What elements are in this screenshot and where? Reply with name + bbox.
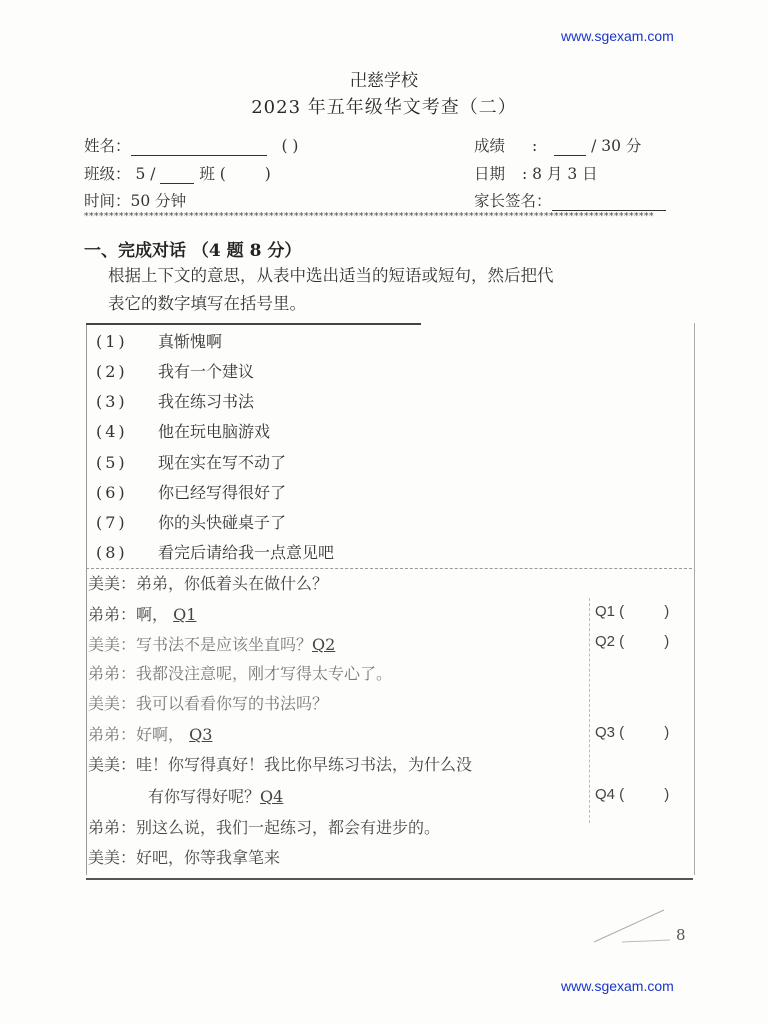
blank-q2: Q2 (312, 635, 336, 654)
school-name: 卍慈学校 (350, 71, 418, 91)
option-item: (2) 我有一个建议 (96, 362, 255, 381)
dialogue-line: 弟弟：好啊， Q3 (88, 725, 213, 744)
dialogue-line: 弟弟：别这么说，我们一起练习，都会有进步的。 (88, 818, 441, 837)
option-item: (8) 看完后请给我一点意见吧 (96, 543, 335, 562)
class-label: 班级： (84, 165, 131, 183)
scan-mark (592, 904, 672, 944)
website-link-top[interactable]: www.sgexam.com (561, 28, 674, 44)
time-field (84, 189, 186, 211)
class-blank (160, 169, 194, 184)
answer-q4[interactable]: Q4 ( ) (595, 786, 670, 803)
instruction-line-1: 根据上下文的意思，从表中选出适当的短语或短句，然后把代 (108, 266, 554, 285)
star-divider: ****************************************************************************************************************** (84, 212, 654, 222)
score-suffix: / 30 分 (591, 137, 642, 155)
parent-label: 家长签名： (474, 192, 552, 210)
option-item: (1) 真惭愧啊 (96, 332, 223, 351)
dialogue-line: 有你写得好呢？Q4 (148, 787, 284, 806)
option-item: (6) 你已经写得很好了 (96, 483, 287, 502)
instruction-line-2: 表它的数字填写在括号里。 (108, 294, 306, 313)
answer-q3[interactable]: Q3 ( ) (595, 724, 670, 741)
answer-q2[interactable]: Q2 ( ) (595, 633, 670, 650)
dialogue-line: 美美：哇！你写得真好！我比你早练习书法，为什么没 (88, 755, 473, 774)
option-item: (4) 他在玩电脑游戏 (96, 422, 271, 441)
option-item: (3) 我在练习书法 (96, 392, 255, 411)
website-link-bottom[interactable]: www.sgexam.com (561, 978, 674, 994)
page-number: 8 (676, 926, 686, 944)
score-label: 成绩 (474, 137, 506, 155)
score-field (474, 134, 641, 156)
class-field (84, 162, 271, 184)
name-label: 姓名： (84, 137, 131, 155)
date-label: 日期 (474, 165, 506, 183)
score-blank (554, 141, 586, 156)
blank-q1: Q1 (173, 605, 197, 624)
answer-q1[interactable]: Q1 ( ) (595, 603, 670, 620)
class-ban: 班 ( (199, 165, 226, 183)
dialogue-line: 美美：弟弟，你低着头在做什么？ (88, 574, 329, 593)
box-bottom-border (86, 878, 693, 880)
parent-signature-field (474, 189, 666, 211)
dialogue-line: 美美：好吧，你等我拿笔来 (88, 848, 281, 867)
date-field (474, 162, 598, 184)
dialogue-line: 美美：我可以看看你写的书法吗？ (88, 694, 329, 713)
time-value: 50 分钟 (130, 192, 187, 210)
dialogue-line: 弟弟：我都没注意呢，刚才写得太专心了。 (88, 664, 393, 683)
option-item: (5) 现在实在写不动了 (96, 453, 287, 472)
blank-q4: Q4 (260, 787, 284, 806)
dialogue-line: 弟弟：啊， Q1 (88, 605, 197, 624)
box-divider (86, 568, 692, 569)
class-close: ) (264, 165, 271, 183)
dialogue-line: 美美：写书法不是应该坐直吗？Q2 (88, 635, 336, 654)
name-blank (131, 141, 267, 156)
name-paren: ( ) (281, 137, 299, 155)
exam-title: 2023 年五年级华文考查（二） (251, 97, 517, 118)
score-colon: : (531, 137, 538, 155)
option-item: (7) 你的头快碰桌子了 (96, 513, 287, 532)
date-value: : 8 月 3 日 (521, 165, 598, 183)
section-title: 一、完成对话 （4 题 8 分） (84, 241, 302, 261)
parent-signature-blank (552, 194, 666, 211)
answer-column-divider (589, 598, 590, 823)
time-label: 时间： (84, 192, 131, 210)
name-field (84, 134, 298, 156)
box-top-border (86, 323, 421, 325)
blank-q3: Q3 (189, 725, 213, 744)
class-prefix: 5 / (135, 165, 156, 183)
